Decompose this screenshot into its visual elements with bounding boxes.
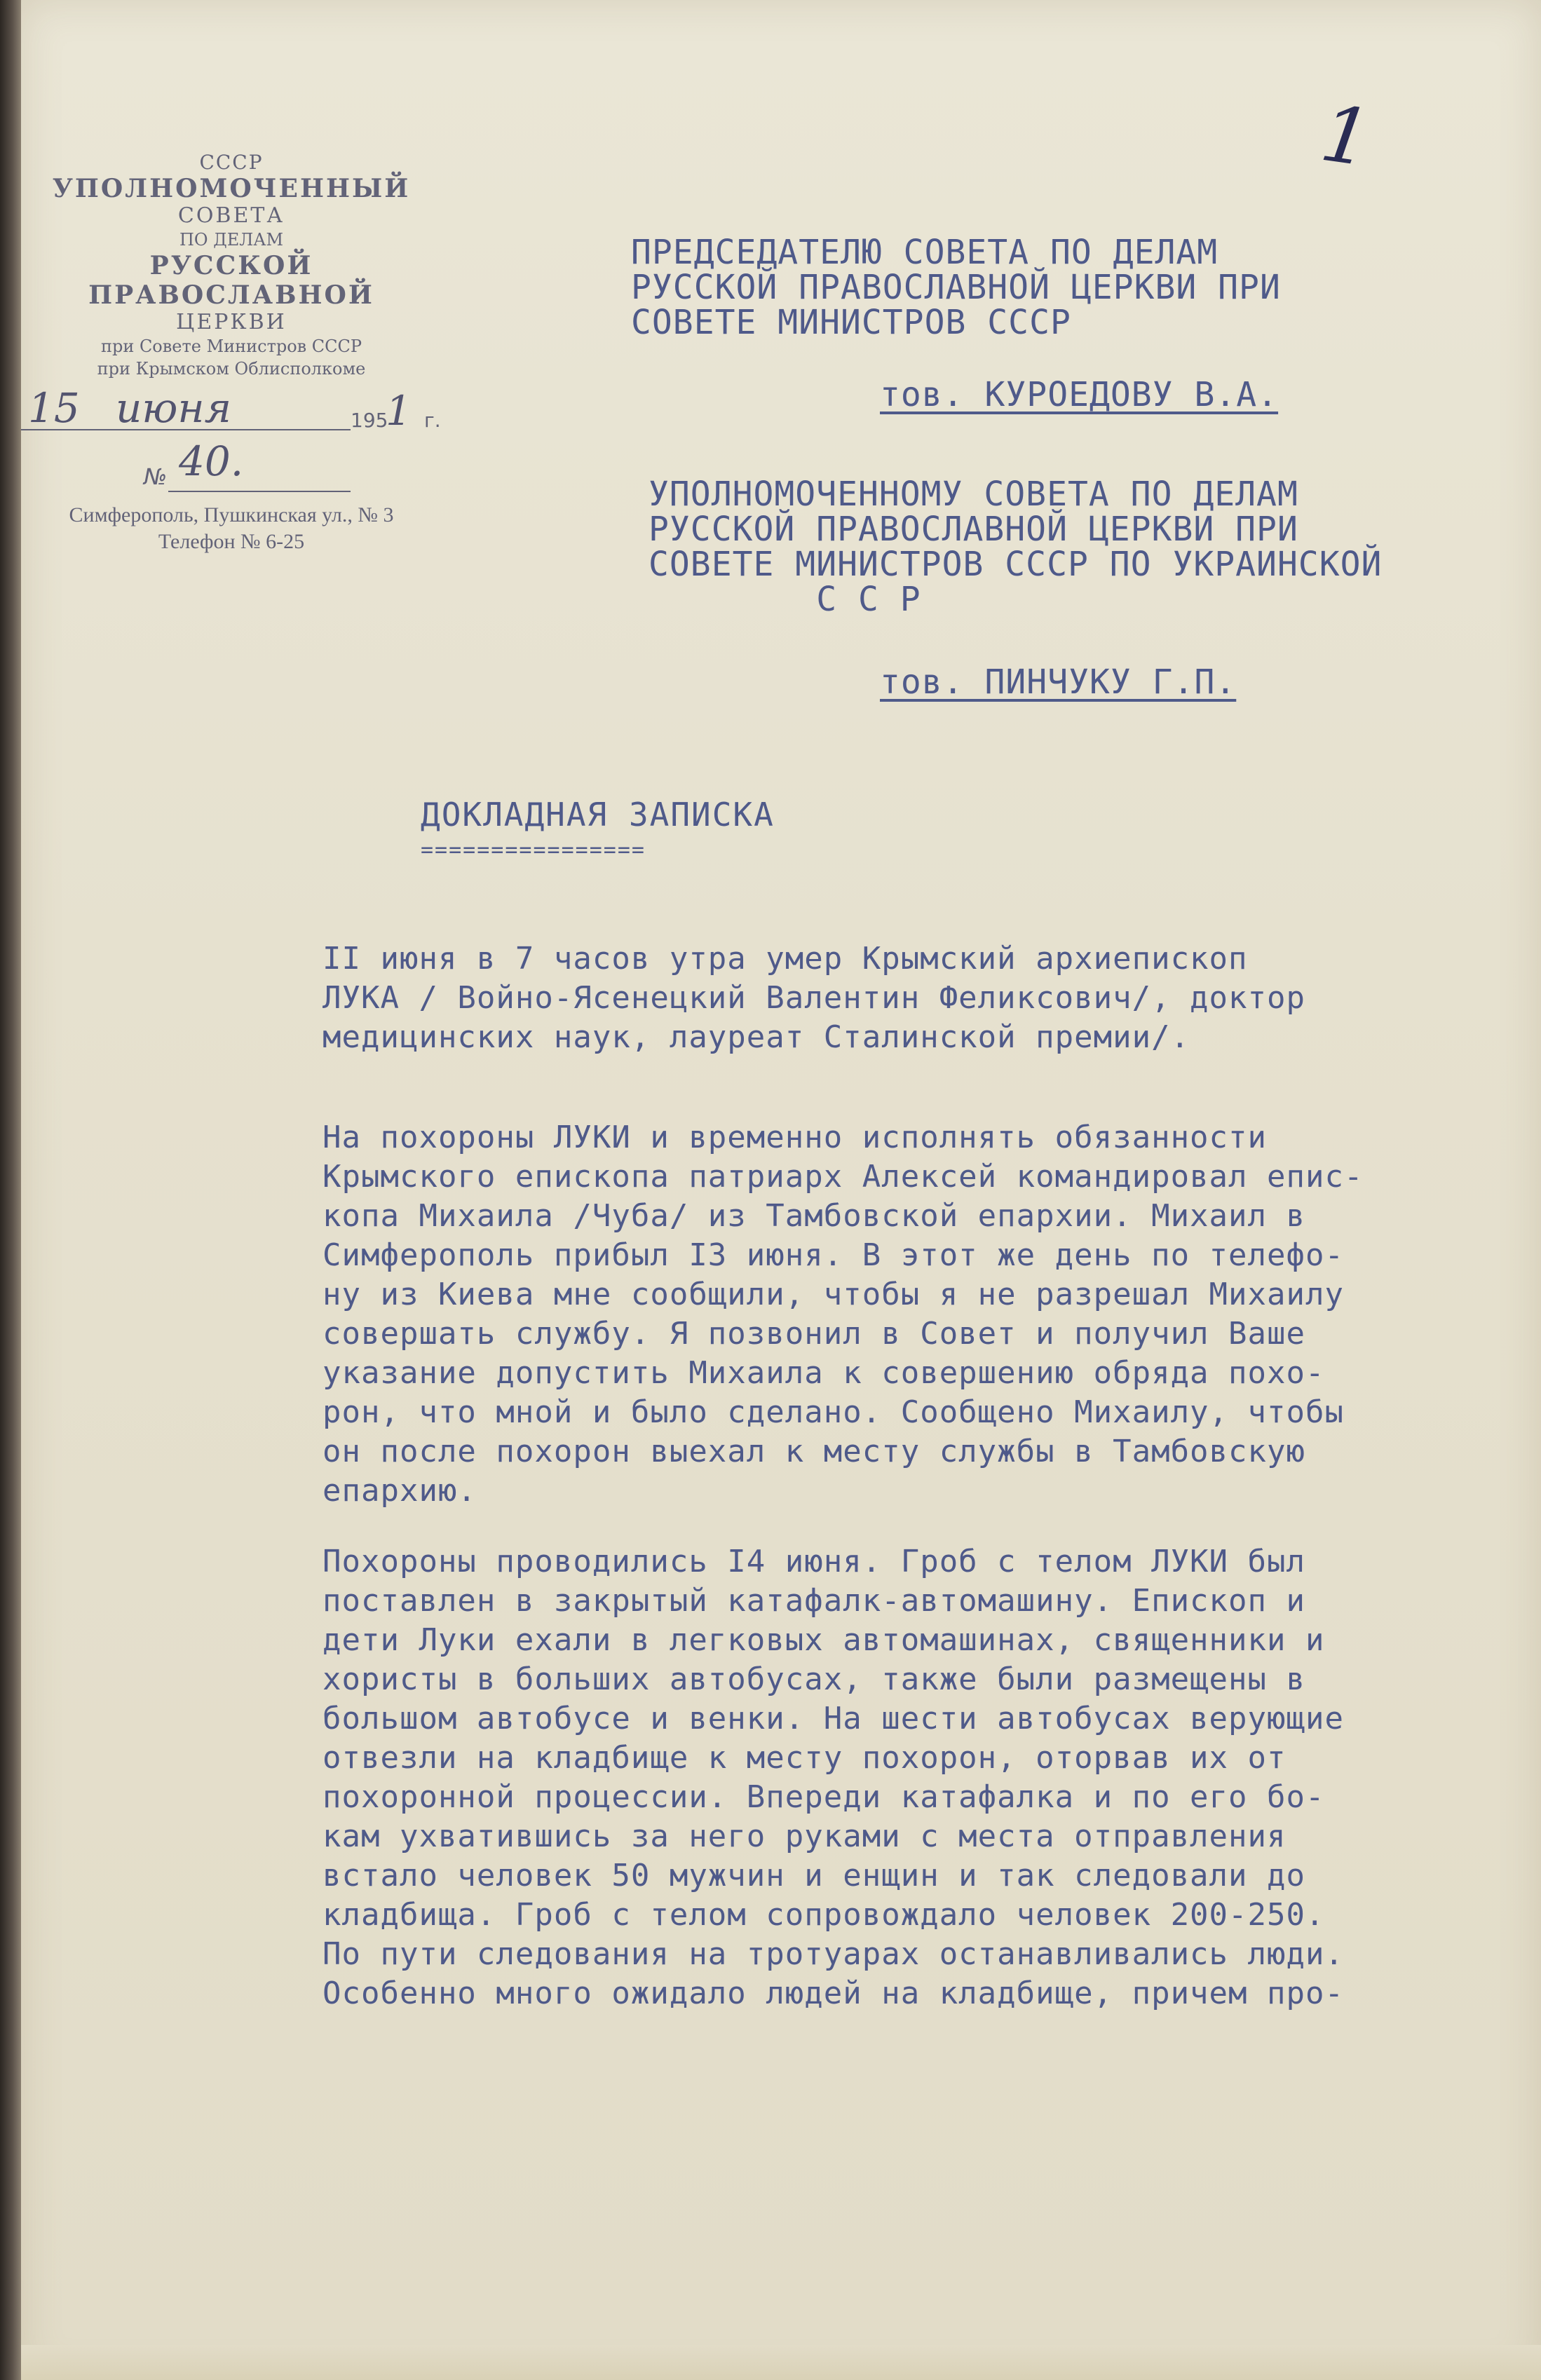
title-underline: ================ [421, 838, 646, 862]
office-stamp [21, 151, 442, 555]
addressee-1-name: тов. КУРОЕДОВУ В.А. [880, 375, 1279, 414]
paragraph-1: II июня в 7 часов утра умер Крымский архиепископ ЛУКА / Войно-Ясенецкий Валентин Феликсович/, доктор медицинских наук, лауреат Сталинской премии/. [323, 941, 1306, 1055]
binding-edge [0, 0, 21, 2380]
stamp-line-6: при Совете Министров СССР [100, 336, 362, 356]
document-title: ДОКЛАДНАЯ ЗАПИСКА [421, 796, 775, 834]
stamp-line-5: ЦЕРКВИ [176, 310, 287, 334]
paragraph-3: Похороны проводились I4 июня. Гроб с телом ЛУКИ был поставлен в закрытый катафалк-автомашину. Епископ и дети Луки ехали в легковых автомашинах, священники и хористы в больших автобусах, также были размещены в большом автобусе и венки. На шести автобусах верующие отвезли на кладбище к месту похорон, оторвав их от похоронной процессии. Впереди катафалка и по его бо- кам ухватившись за него руками с места отправления встало человек 50 мужчин и енщин и так следовали до кладбища. Гроб с телом сопровождало человек 200-250. По пути следования на тротуарах останавливались люди. Особенно много ожидало людей на кладбище, причем про- [323, 1544, 1344, 2011]
addressee-2-name: тов. ПИНЧУКУ Г.П. [880, 662, 1237, 702]
stamp-phone: Телефон № 6-25 [158, 530, 305, 553]
page-number-handwritten: 1 [1315, 88, 1377, 184]
stamp-line-4: РУССКОЙ ПРАВОСЛАВНОЙ [88, 251, 374, 310]
addressee-1-title: ПРЕДСЕДАТЕЛЮ СОВЕТА ПО ДЕЛАМ РУССКОЙ ПРАВОСЛАВНОЙ ЦЕРКВИ ПРИ СОВЕТЕ МИНИСТРОВ СССР [631, 233, 1281, 342]
date-suffix: г. [424, 409, 441, 432]
stamp-line-3: ПО ДЕЛАМ [179, 230, 284, 250]
stamp-address: Симферополь, Пушкинская ул., № 3 [69, 503, 394, 526]
stamp-number [21, 437, 442, 495]
stamp-line-2: СОВЕТА [177, 203, 285, 228]
addressee-2-title: УПОЛНОМОЧЕННОМУ СОВЕТА ПО ДЕЛАМ РУССКОЙ ПРАВОСЛАВНОЙ ЦЕРКВИ ПРИ СОВЕТЕ МИНИСТРОВ СССР ПО УКРАИНСКОЙ С С Р [649, 475, 1383, 619]
number-value: 40. [179, 437, 244, 485]
number-label: № [144, 463, 168, 490]
date-year-hand: 1 [386, 387, 412, 435]
paragraph-2: На похороны ЛУКИ и временно исполнять обязанности Крымского епископа патриарх Алексей командировал епис- копа Михаила /Чуба/ из Тамбовской епархии. Михаил в Симферополь прибыл I3 июня. В этот же день по телефо- ну из Киева мне сообщили, чтобы я не разрешал Михаилу совершать службу. Я позвонил в Совет и получил Ваше указание допустить Михаила к совершению обряда похо- рон, что мной и было сделано. Сообщено Михаилу, чтобы он после похорон выехал к месту службы в Тамбовскую епархию. [323, 1120, 1364, 1509]
stamp-line-1: УПОЛНОМОЧЕННЫЙ [52, 174, 411, 203]
date-month: июня [116, 384, 232, 432]
date-year-prefix: 195 [351, 409, 388, 432]
number-line [168, 491, 351, 492]
stamp-line-7: при Крымском Облисполкоме [97, 359, 366, 379]
date-line [21, 429, 351, 430]
stamp-date [21, 384, 442, 440]
scale-strip [21, 2345, 1541, 2380]
date-day: 15 [28, 384, 80, 432]
stamp-country: СССР [199, 151, 264, 174]
